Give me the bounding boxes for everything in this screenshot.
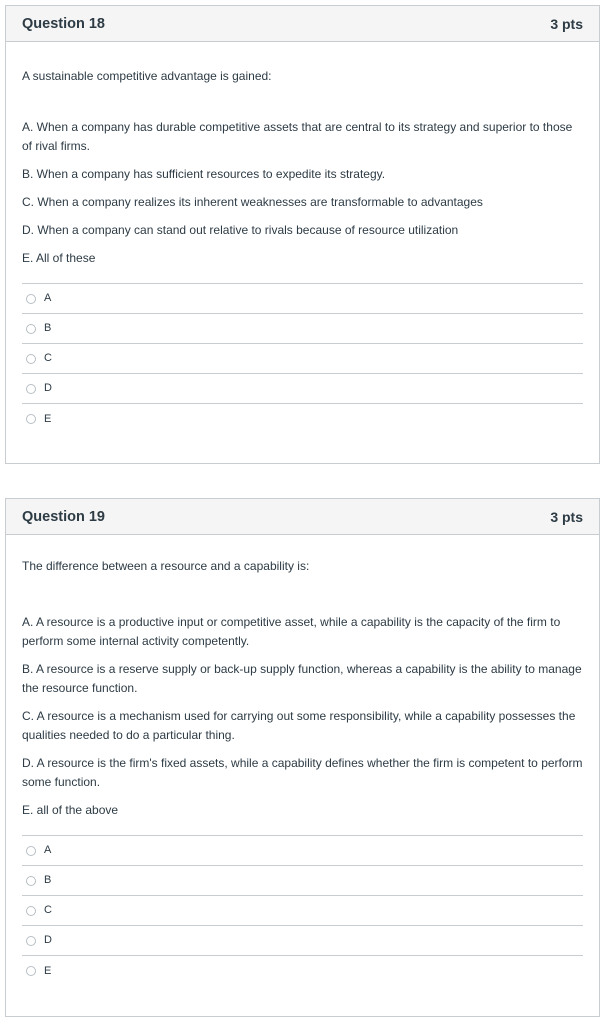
question-title: Question 19 (22, 508, 105, 525)
question-header (6, 499, 599, 535)
radio-button[interactable] (26, 876, 36, 886)
answer-option-c[interactable] (22, 344, 583, 374)
choice-text-e: E. All of these (22, 251, 96, 265)
choice-text-b: B. A resource is a reserve supply or back-up supply function, whereas a capability is the ability to manage the resource function. (22, 662, 582, 695)
question-prompt: A sustainable competitive advantage is gained: (22, 69, 272, 83)
question-18-card (5, 5, 600, 464)
radio-button[interactable] (26, 384, 36, 394)
answer-option-d[interactable] (22, 374, 583, 404)
radio-button[interactable] (26, 294, 36, 304)
choice-text-d: D. A resource is the firm's fixed assets, while a capability defines whether the firm is competent to perform some function. (22, 756, 583, 789)
answer-label: B (44, 322, 52, 334)
question-header (6, 6, 599, 42)
answer-option-a[interactable] (22, 284, 583, 314)
choices-text-block (22, 595, 583, 820)
answer-option-e[interactable] (22, 956, 583, 986)
question-points: 3 pts (550, 15, 583, 32)
choice-text-a: A. A resource is a productive input or competitive asset, while a capability is the capacity of the firm to perform some internal activity competently. (22, 615, 561, 648)
answer-option-c[interactable] (22, 896, 583, 926)
radio-button[interactable] (26, 414, 36, 424)
answer-label: E (44, 964, 52, 977)
answer-label: B (44, 874, 52, 886)
choice-text-b: B. When a company has sufficient resources to expedite its strategy. (22, 167, 386, 181)
radio-button[interactable] (26, 354, 36, 364)
answer-label: C (44, 904, 52, 916)
choice-text-c: C. A resource is a mechanism used for carrying out some responsibility, while a capability possesses the qualities needed to do a particular thing. (22, 709, 576, 742)
answer-label: E (44, 412, 52, 425)
answer-option-d[interactable] (22, 926, 583, 956)
choice-text-c: C. When a company realizes its inherent weaknesses are transformable to advantages (22, 195, 483, 209)
answer-label: D (44, 934, 52, 946)
answer-options (22, 835, 583, 986)
radio-button[interactable] (26, 966, 36, 976)
radio-button[interactable] (26, 846, 36, 856)
choice-text-a: A. When a company has durable competitive assets that are central to its strategy and superior to those of rival firms. (22, 120, 573, 153)
answer-label: D (44, 382, 52, 394)
question-title: Question 18 (22, 15, 105, 32)
choice-text-e: E. all of the above (22, 803, 119, 817)
question-points: 3 pts (550, 508, 583, 525)
question-19-card (5, 498, 600, 1017)
answer-label: C (44, 352, 52, 364)
question-prompt: The difference between a resource and a capability is: (22, 559, 310, 573)
answer-label: A (44, 292, 52, 304)
choice-text-d: D. When a company can stand out relative to rivals because of resource utilization (22, 223, 459, 237)
choices-text-block (22, 100, 583, 268)
answer-option-e[interactable] (22, 404, 583, 434)
answer-option-b[interactable] (22, 866, 583, 896)
answer-option-a[interactable] (22, 836, 583, 866)
radio-button[interactable] (26, 906, 36, 916)
answer-label: A (44, 844, 52, 856)
answer-options (22, 283, 583, 434)
radio-button[interactable] (26, 324, 36, 334)
answer-option-b[interactable] (22, 314, 583, 344)
radio-button[interactable] (26, 936, 36, 946)
